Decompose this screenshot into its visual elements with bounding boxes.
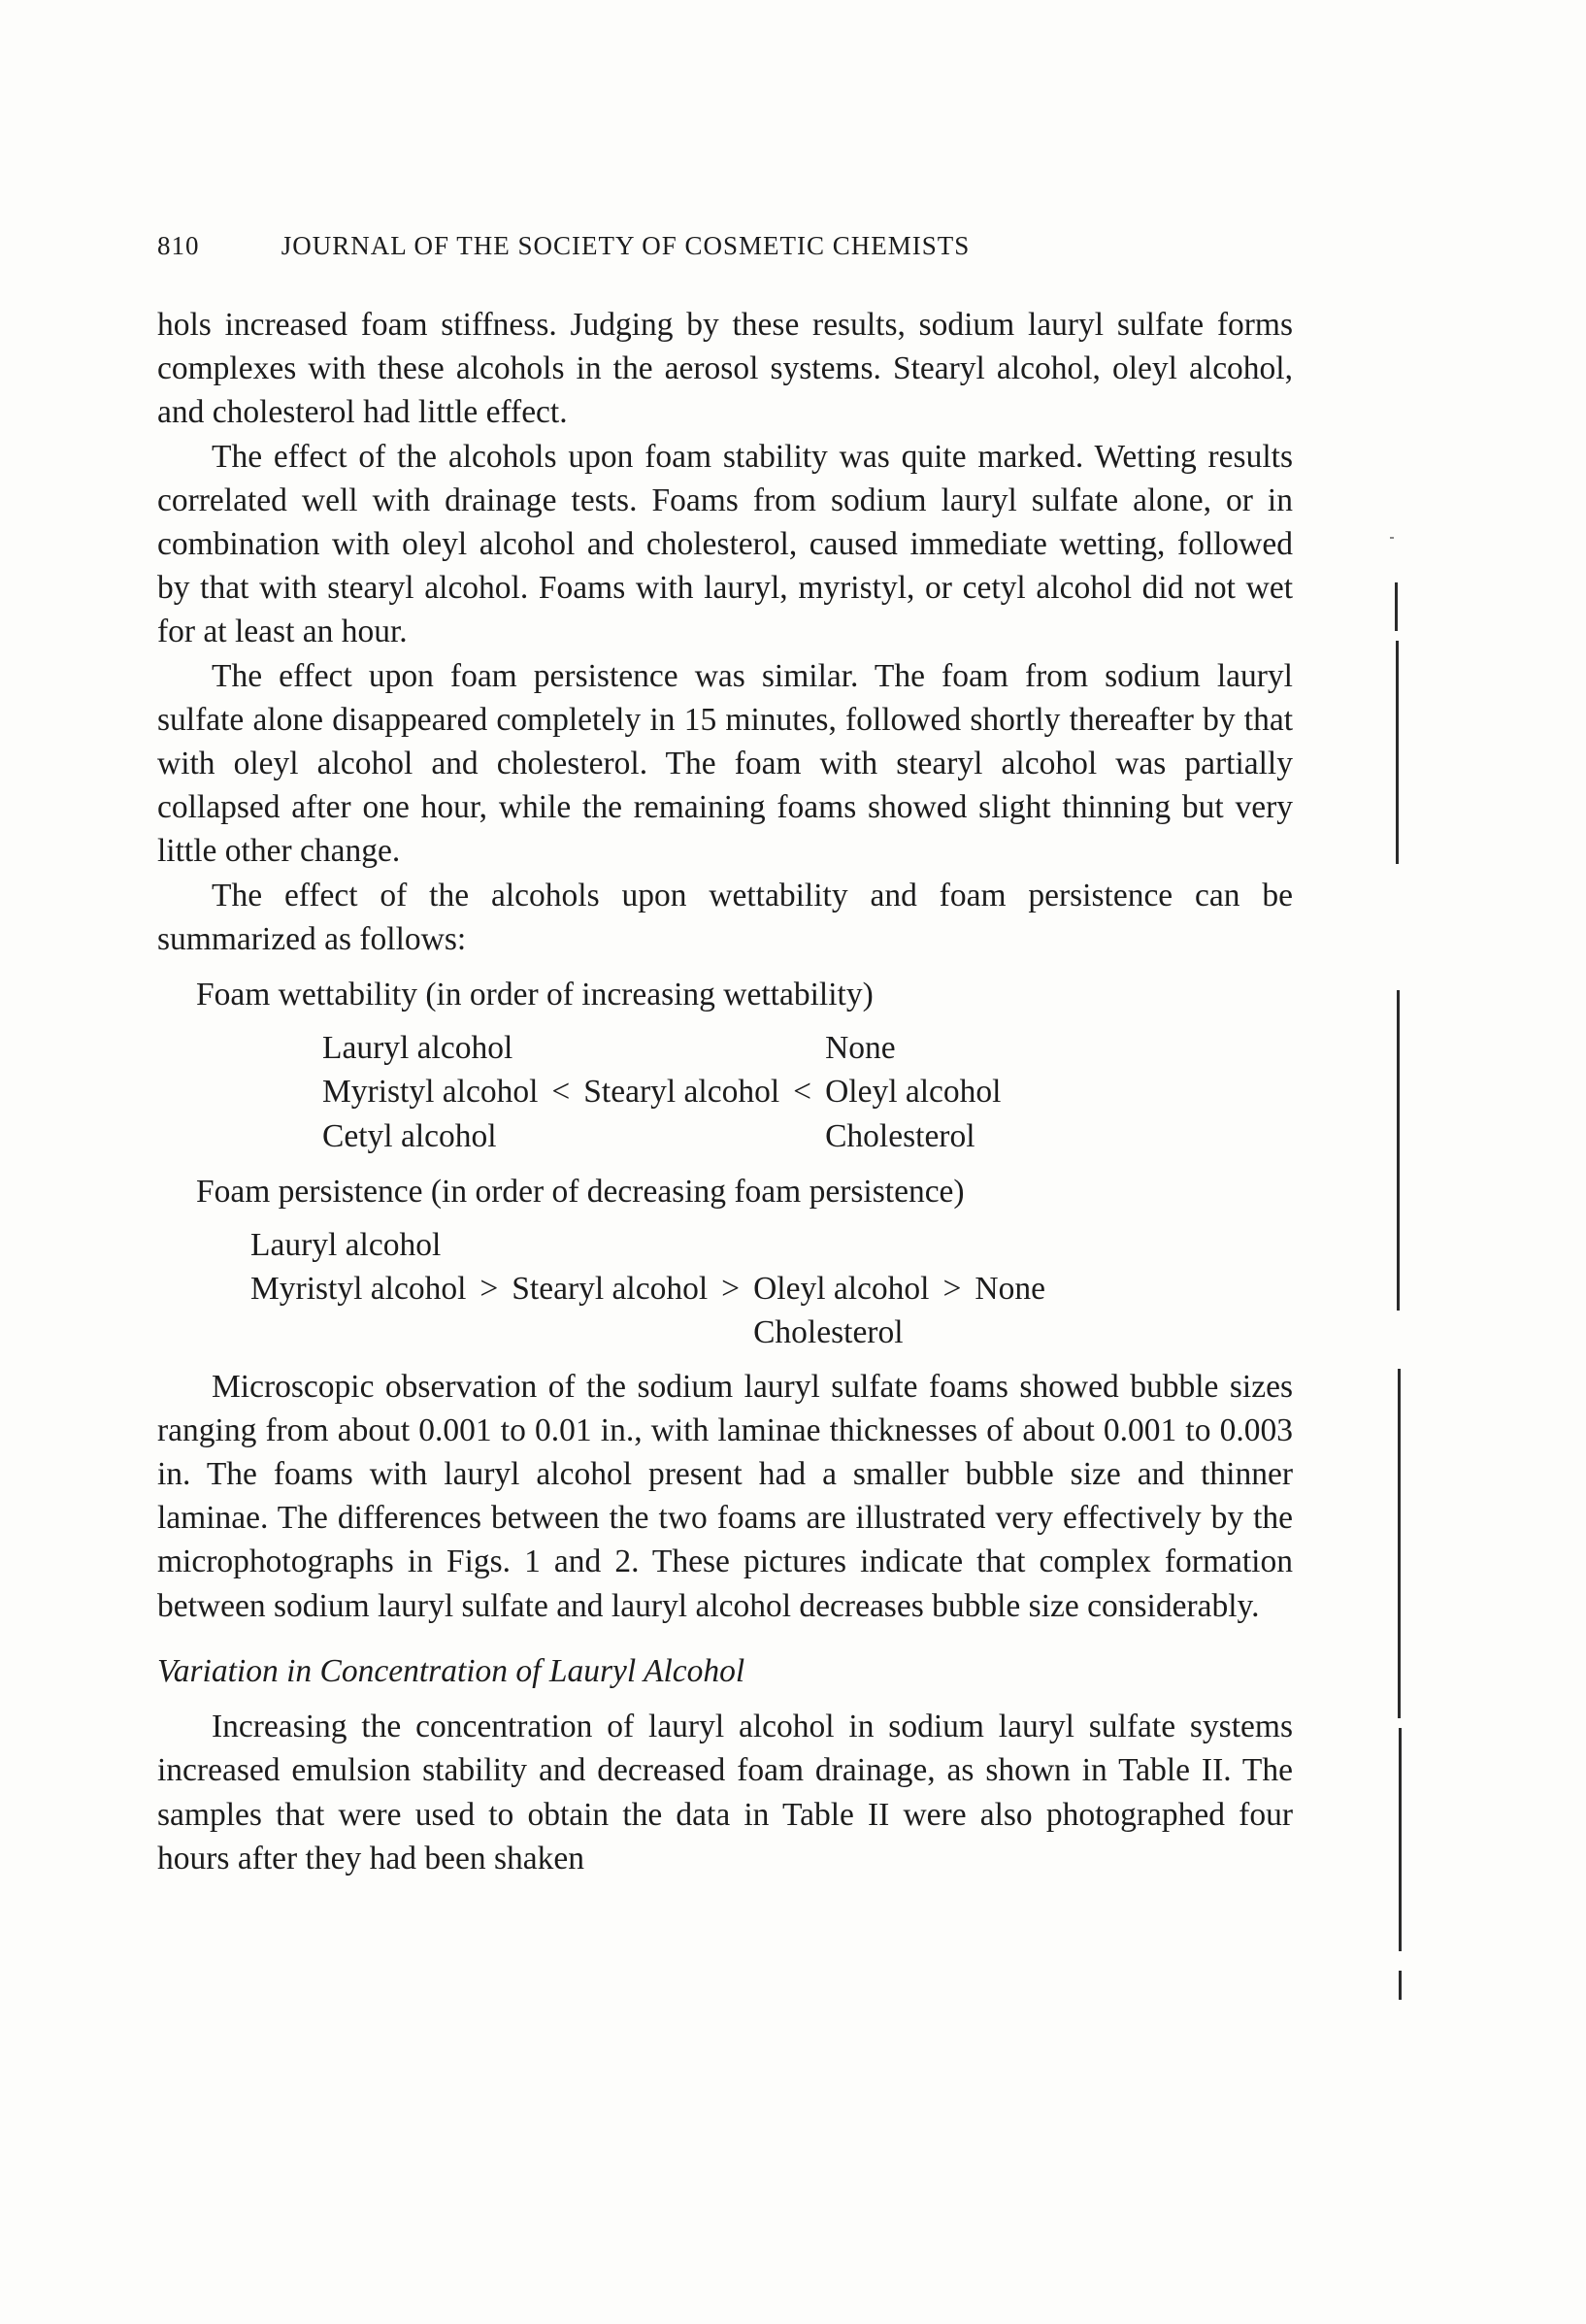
margin-bar [1397,990,1400,1311]
margin-bar [1398,1369,1401,1718]
wet-g1-1: Myristyl alcohol [322,1074,539,1111]
wet-g2: Stearyl alcohol [583,1074,780,1111]
wet-g3-1: Oleyl alcohol [825,1074,1002,1111]
persistence-label: Foam persistence (in order of decreasing foam persistence) [196,1173,965,1210]
per-g1-0: Lauryl alcohol [250,1227,442,1264]
margin-bar [1395,582,1398,631]
per-op1: > [479,1271,499,1308]
paragraph-3: The effect upon foam persistence was similar. The foam from sodium lauryl sulfate alone disappeared completely in 15 minutes, followed shortly thereafter by that with oleyl alcohol and cholesterol. The foam with stearyl alcohol was partially collapsed after one hour, while the remaining foams showed slight thinning but very little other change. [157,657,1293,870]
running-header [157,231,970,261]
section-heading: Variation in Concentration of Lauryl Alcohol [157,1652,745,1689]
article-body [157,303,1293,1880]
per-g3-0: Oleyl alcohol [753,1271,930,1308]
paragraph-6: Increasing the concentration of lauryl alcohol in sodium lauryl sulfate systems increased emulsion stability and decreased foam drainage, as shown in Table II. The samples that were used to obtain the data in Table II were also photographed four hours after they had been shaken [157,1709,1293,1876]
paragraph-2: The effect of the alcohols upon foam stability was quite marked. Wetting results correlated well with drainage tests. Foams from sodium lauryl sulfate alone, or in combination with oleyl alcohol and cholesterol, caused immediate wetting, followed by that with stearyl alcohol. Foams with lauryl, myristyl, or cetyl alcohol did not wet for at least an hour. [157,438,1293,650]
per-g2: Stearyl alcohol [512,1271,709,1308]
per-op2: > [721,1271,741,1308]
paragraph-4: The effect of the alcohols upon wettability and foam persistence can be summarized as follows: [157,877,1293,957]
margin-bar [1399,1971,1402,2000]
wettability-label: Foam wettability (in order of increasing wettability) [196,977,874,1013]
wet-g1-2: Cetyl alcohol [322,1117,497,1154]
paragraph-5: Microscopic observation of the sodium lauryl sulfate foams showed bubble sizes ranging from about 0.001 to 0.01 in., with laminae thicknesses of about 0.001 to 0.003 in. The foams with lauryl alcohol present had a smaller bubble size and thinner laminae. The differences between the two foams are illustrated very effectively by the microphotographs in Figs. 1 and 2. These pictures indicate that complex formation between sodium lauryl sulfate and lauryl alcohol decreases bubble size considerably. [157,1368,1293,1624]
page-number: 810 [157,231,200,260]
margin-mark [1390,537,1394,539]
wet-op1: < [551,1074,571,1111]
journal-title: JOURNAL OF THE SOCIETY OF COSMETIC CHEMISTS [281,231,971,260]
wet-g1-0: Lauryl alcohol [322,1030,513,1067]
per-g3-1: Cholesterol [753,1314,904,1351]
margin-bar [1399,1728,1402,1951]
per-op3: > [942,1271,962,1308]
wettability-order [322,1026,1001,1158]
per-g4: None [975,1271,1045,1308]
margin-bar [1396,641,1399,864]
persistence-order [250,1223,1045,1355]
wet-op2: < [793,1074,812,1111]
per-g1-1: Myristyl alcohol [250,1271,467,1308]
paragraph-1: hols increased foam stiffness. Judging by these results, sodium lauryl sulfate forms complexes with these alcohols in the aerosol systems. Stearyl alcohol, oleyl alcohol, and cholesterol had little effect. [157,307,1293,431]
wet-g3-0: None [825,1030,896,1067]
wet-g3-2: Cholesterol [825,1117,975,1154]
